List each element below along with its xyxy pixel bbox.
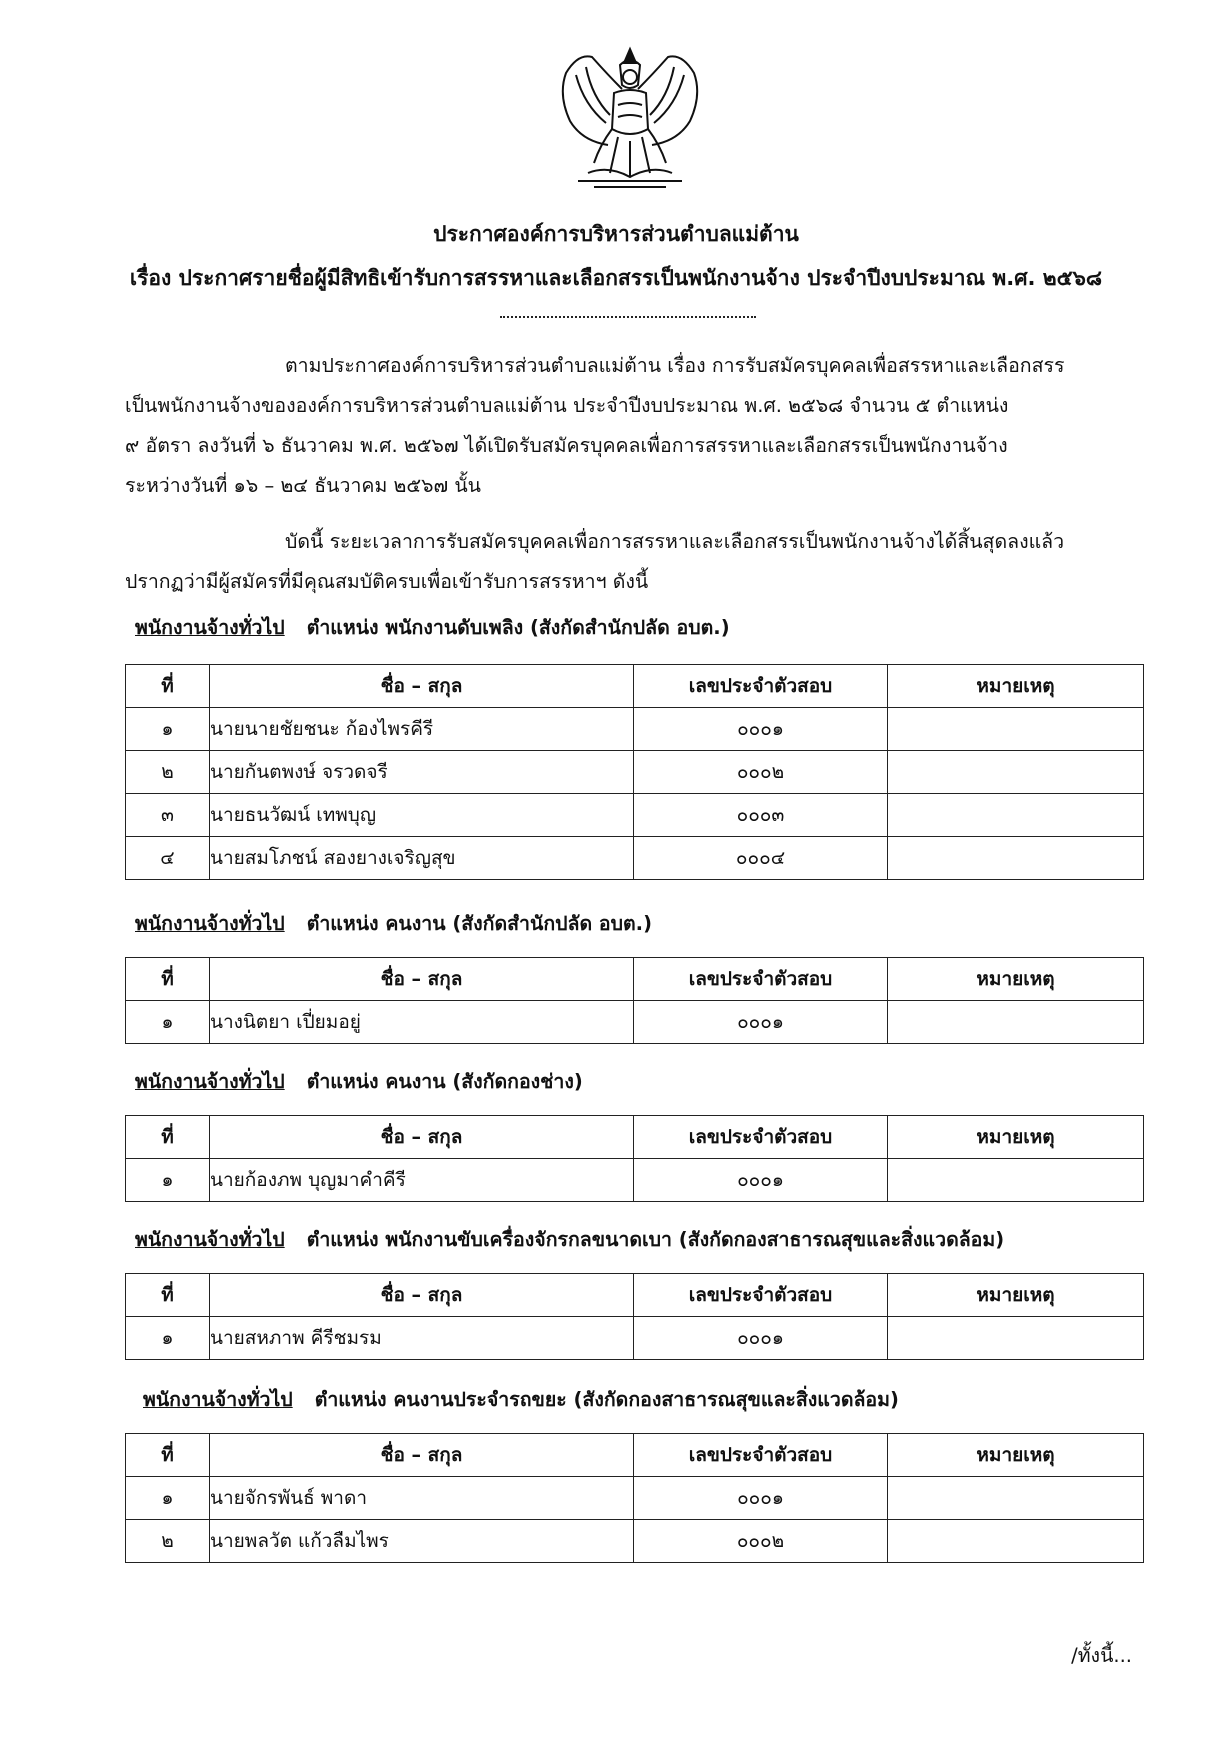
table-row xyxy=(126,1159,1144,1202)
col-header-name: ชื่อ – สกุล xyxy=(210,665,634,708)
section-position: ตำแหน่ง คนงาน (สังกัดกองช่าง) xyxy=(306,1070,583,1093)
row-name: นายธนวัฒน์ เทพบุญ xyxy=(210,794,634,837)
candidate-table xyxy=(125,1273,1144,1360)
col-header-no: ที่ xyxy=(126,958,210,1001)
section-position: ตำแหน่ง คนงานประจำรถขยะ (สังกัดกองสาธารณสุขและสิ่งแวดล้อม) xyxy=(314,1388,899,1411)
section-heading xyxy=(135,1224,1004,1255)
row-no: ๒ xyxy=(126,751,210,794)
col-header-no: ที่ xyxy=(126,1116,210,1159)
table-header-row xyxy=(126,958,1144,1001)
table-header-row xyxy=(126,1116,1144,1159)
col-header-name: ชื่อ – สกุล xyxy=(210,1116,634,1159)
table-row xyxy=(126,708,1144,751)
candidate-table xyxy=(125,664,1144,880)
paragraph-2 xyxy=(125,522,1115,602)
table-row xyxy=(126,1001,1144,1044)
row-code: ๐๐๐๑ xyxy=(634,1477,888,1520)
row-name: นางนิตยา เปี่ยมอยู่ xyxy=(210,1001,634,1044)
paragraph-line: ๙ อัตรา ลงวันที่ ๖ ธันวาคม พ.ศ. ๒๕๖๗ ได้เปิดรับสมัครบุคคลเพื่อการสรรหาและเลือกสรรเป็นพนักงานจ้าง xyxy=(125,434,1008,457)
document-title: ประกาศองค์การบริหารส่วนตำบลแม่ต้าน xyxy=(433,222,799,246)
section-heading xyxy=(135,612,730,643)
paragraph-line: ปรากฏว่ามีผู้สมัครที่มีคุณสมบัติครบเพื่อเข้ารับการสรรหาฯ ดังนี้ xyxy=(125,570,649,593)
table-row xyxy=(126,794,1144,837)
table-row xyxy=(126,751,1144,794)
section-position: ตำแหน่ง พนักงานขับเครื่องจักรกลขนาดเบา (สังกัดกองสาธารณสุขและสิ่งแวดล้อม) xyxy=(306,1228,1005,1251)
paragraph-line: ระหว่างวันที่ ๑๖ – ๒๔ ธันวาคม ๒๕๖๗ นั้น xyxy=(125,474,482,497)
section-heading xyxy=(135,1066,583,1097)
table-header-row xyxy=(126,1434,1144,1477)
row-name: นายนายชัยชนะ ก้องไพรคีรี xyxy=(210,708,634,751)
col-header-remark: หมายเหตุ xyxy=(888,1116,1144,1159)
row-code: ๐๐๐๑ xyxy=(634,1001,888,1044)
candidate-table xyxy=(125,1115,1144,1202)
col-header-no: ที่ xyxy=(126,665,210,708)
table-row xyxy=(126,1477,1144,1520)
row-name: นายก้องภพ บุญมาคำคีรี xyxy=(210,1159,634,1202)
section-category: พนักงานจ้างทั่วไป xyxy=(135,1070,285,1093)
row-remark xyxy=(888,1001,1144,1044)
table-header-row xyxy=(126,665,1144,708)
section-category: พนักงานจ้างทั่วไป xyxy=(135,616,285,639)
section-position: ตำแหน่ง พนักงานดับเพลิง (สังกัดสำนักปลัด อบต.) xyxy=(306,616,730,639)
row-remark xyxy=(888,708,1144,751)
row-no: ๑ xyxy=(126,1001,210,1044)
title-divider xyxy=(500,316,756,318)
col-header-code: เลขประจำตัวสอบ xyxy=(634,958,888,1001)
row-remark xyxy=(888,1477,1144,1520)
paragraph-line: บัดนี้ ระยะเวลาการรับสมัครบุคคลเพื่อการสรรหาและเลือกสรรเป็นพนักงานจ้างได้สิ้นสุดลงแล้ว xyxy=(285,530,1065,553)
section-category: พนักงานจ้างทั่วไป xyxy=(135,912,285,935)
row-name: นายสมโภชน์ สองยางเจริญสุข xyxy=(210,837,634,880)
section-category: พนักงานจ้างทั่วไป xyxy=(135,1228,285,1251)
col-header-code: เลขประจำตัวสอบ xyxy=(634,1274,888,1317)
col-header-code: เลขประจำตัวสอบ xyxy=(634,665,888,708)
row-code: ๐๐๐๔ xyxy=(634,837,888,880)
page-continuation: /ทั้งนี้... xyxy=(1071,1644,1132,1667)
col-header-name: ชื่อ – สกุล xyxy=(210,1434,634,1477)
col-header-no: ที่ xyxy=(126,1274,210,1317)
row-no: ๓ xyxy=(126,794,210,837)
section-heading xyxy=(135,908,652,939)
row-remark xyxy=(888,837,1144,880)
paragraph-1 xyxy=(125,346,1115,506)
col-header-remark: หมายเหตุ xyxy=(888,958,1144,1001)
row-remark xyxy=(888,1317,1144,1360)
col-header-name: ชื่อ – สกุล xyxy=(210,958,634,1001)
row-code: ๐๐๐๒ xyxy=(634,751,888,794)
row-code: ๐๐๐๓ xyxy=(634,794,888,837)
col-header-code: เลขประจำตัวสอบ xyxy=(634,1434,888,1477)
candidate-table xyxy=(125,1433,1144,1563)
document-subject: เรื่อง ประกาศรายชื่อผู้มีสิทธิเข้ารับการสรรหาและเลือกสรรเป็นพนักงานจ้าง ประจำปีงบประมาณ พ.ศ. ๒๕๖๘ xyxy=(129,266,1103,290)
col-header-no: ที่ xyxy=(126,1434,210,1477)
row-code: ๐๐๐๑ xyxy=(634,1159,888,1202)
row-name: นายพลวัต แก้วลืมไพร xyxy=(210,1520,634,1563)
row-name: นายจักรพันธ์ พาดา xyxy=(210,1477,634,1520)
col-header-remark: หมายเหตุ xyxy=(888,665,1144,708)
section-position: ตำแหน่ง คนงาน (สังกัดสำนักปลัด อบต.) xyxy=(306,912,652,935)
col-header-remark: หมายเหตุ xyxy=(888,1274,1144,1317)
table-row xyxy=(126,1520,1144,1563)
table-row xyxy=(126,837,1144,880)
section-heading xyxy=(143,1384,899,1415)
garuda-emblem xyxy=(548,45,713,195)
row-no: ๑ xyxy=(126,1477,210,1520)
row-remark xyxy=(888,751,1144,794)
col-header-code: เลขประจำตัวสอบ xyxy=(634,1116,888,1159)
row-code: ๐๐๐๒ xyxy=(634,1520,888,1563)
candidate-table xyxy=(125,957,1144,1044)
table-header-row xyxy=(126,1274,1144,1317)
col-header-name: ชื่อ – สกุล xyxy=(210,1274,634,1317)
row-remark xyxy=(888,1159,1144,1202)
row-code: ๐๐๐๑ xyxy=(634,1317,888,1360)
row-code: ๐๐๐๑ xyxy=(634,708,888,751)
row-no: ๑ xyxy=(126,708,210,751)
row-no: ๑ xyxy=(126,1159,210,1202)
table-row xyxy=(126,1317,1144,1360)
row-name: นายกันตพงษ์ จรวดจรี xyxy=(210,751,634,794)
row-name: นายสหภาพ คีรีชมรม xyxy=(210,1317,634,1360)
paragraph-line: ตามประกาศองค์การบริหารส่วนตำบลแม่ต้าน เรื่อง การรับสมัครบุคคลเพื่อสรรหาและเลือกสรร xyxy=(285,354,1065,377)
row-remark xyxy=(888,794,1144,837)
row-no: ๔ xyxy=(126,837,210,880)
row-no: ๑ xyxy=(126,1317,210,1360)
col-header-remark: หมายเหตุ xyxy=(888,1434,1144,1477)
row-remark xyxy=(888,1520,1144,1563)
paragraph-line: เป็นพนักงานจ้างขององค์การบริหารส่วนตำบลแม่ต้าน ประจำปีงบประมาณ พ.ศ. ๒๕๖๘ จำนวน ๕ ตำแหน่ง xyxy=(125,394,1009,417)
section-category: พนักงานจ้างทั่วไป xyxy=(143,1388,293,1411)
row-no: ๒ xyxy=(126,1520,210,1563)
